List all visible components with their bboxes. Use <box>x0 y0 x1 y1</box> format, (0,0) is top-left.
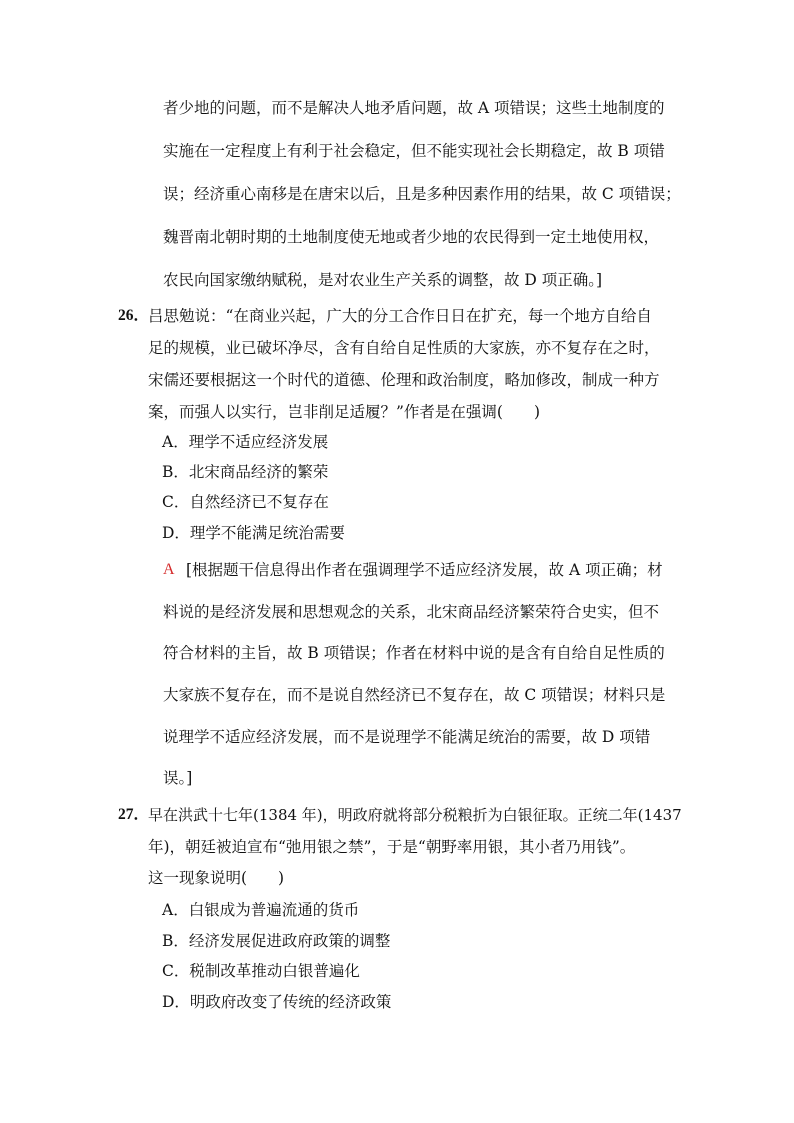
question-stem-line: 案，而强人以实行，岂非削足适履？”作者是在强调( ) <box>148 403 541 421</box>
question-stem-line: 宋儒还要根据这一个时代的道德、伦理和政治制度，略加修改，制成一种方 <box>148 371 660 389</box>
option-d: D．理学不能满足统治需要 <box>162 524 345 542</box>
explanation-line: 误。] <box>163 769 193 787</box>
option-b: B．北宋商品经济的繁荣 <box>162 463 329 481</box>
question-stem-line: 早在洪武十七年(1384 年)，明政府就将部分税粮折为白银征取。正统二年(1437 <box>148 806 682 824</box>
question-stem-line: 足的规模，业已破坏净尽，含有自给自足性质的大家族，亦不复存在之时， <box>148 339 660 357</box>
question-stem-line: 这一现象说明( ) <box>148 869 285 887</box>
explanation-line: 农民向国家缴纳赋税，是对农业生产关系的调整，故 D 项正确。] <box>163 271 603 289</box>
question-number: 27． <box>118 806 150 823</box>
option-a: A．理学不适应经济发展 <box>162 433 329 451</box>
option-c: C．税制改革推动白银普遍化 <box>162 962 360 980</box>
explanation-line: 料说的是经济发展和思想观念的关系，北宋商品经济繁荣符合史实，但不 <box>163 603 660 621</box>
question-stem-line: 年)，朝廷被迫宣布“弛用银之禁”，于是“朝野率用银，其小者乃用钱”。 <box>148 838 636 856</box>
option-a: A．白银成为普遍流通的货币 <box>162 901 360 919</box>
option-c: C．自然经济已不复存在 <box>162 493 329 511</box>
explanation-line: 说理学不适应经济发展，而不是说理学不能满足统治的需要，故 D 项错 <box>163 728 651 746</box>
explanation-line: 者少地的问题，而不是解决人地矛盾问题，故 A 项错误；这些土地制度的 <box>163 99 665 117</box>
explanation-line: 误；经济重心南移是在唐宋以后，且是多种因素作用的结果，故 C 项错误； <box>163 185 681 203</box>
option-d: D．明政府改变了传统的经济政策 <box>162 993 392 1011</box>
question-stem-line: 吕思勉说：“在商业兴起，广大的分工合作日日在扩充，每一个地方自给自 <box>148 307 652 325</box>
option-b: B．经济发展促进政府政策的调整 <box>162 932 391 950</box>
explanation-line: 符合材料的主旨，故 B 项错误；作者在材料中说的是含有自给自足性质的 <box>163 644 665 662</box>
explanation-line: 实施在一定程度上有利于社会稳定，但不能实现社会长期稳定，故 B 项错 <box>163 142 665 160</box>
explanation-line: [根据题干信息得出作者在强调理学不适应经济发展，故 A 项正确；材 <box>186 561 663 579</box>
explanation-line: 大家族不复存在，而不是说自然经济已不复存在，故 C 项错误；材料只是 <box>163 686 666 704</box>
explanation-line: 魏晋南北朝时期的土地制度使无地或者少地的农民得到一定土地使用权， <box>163 228 660 246</box>
question-number: 26． <box>118 307 150 324</box>
answer-letter: A <box>163 561 175 578</box>
